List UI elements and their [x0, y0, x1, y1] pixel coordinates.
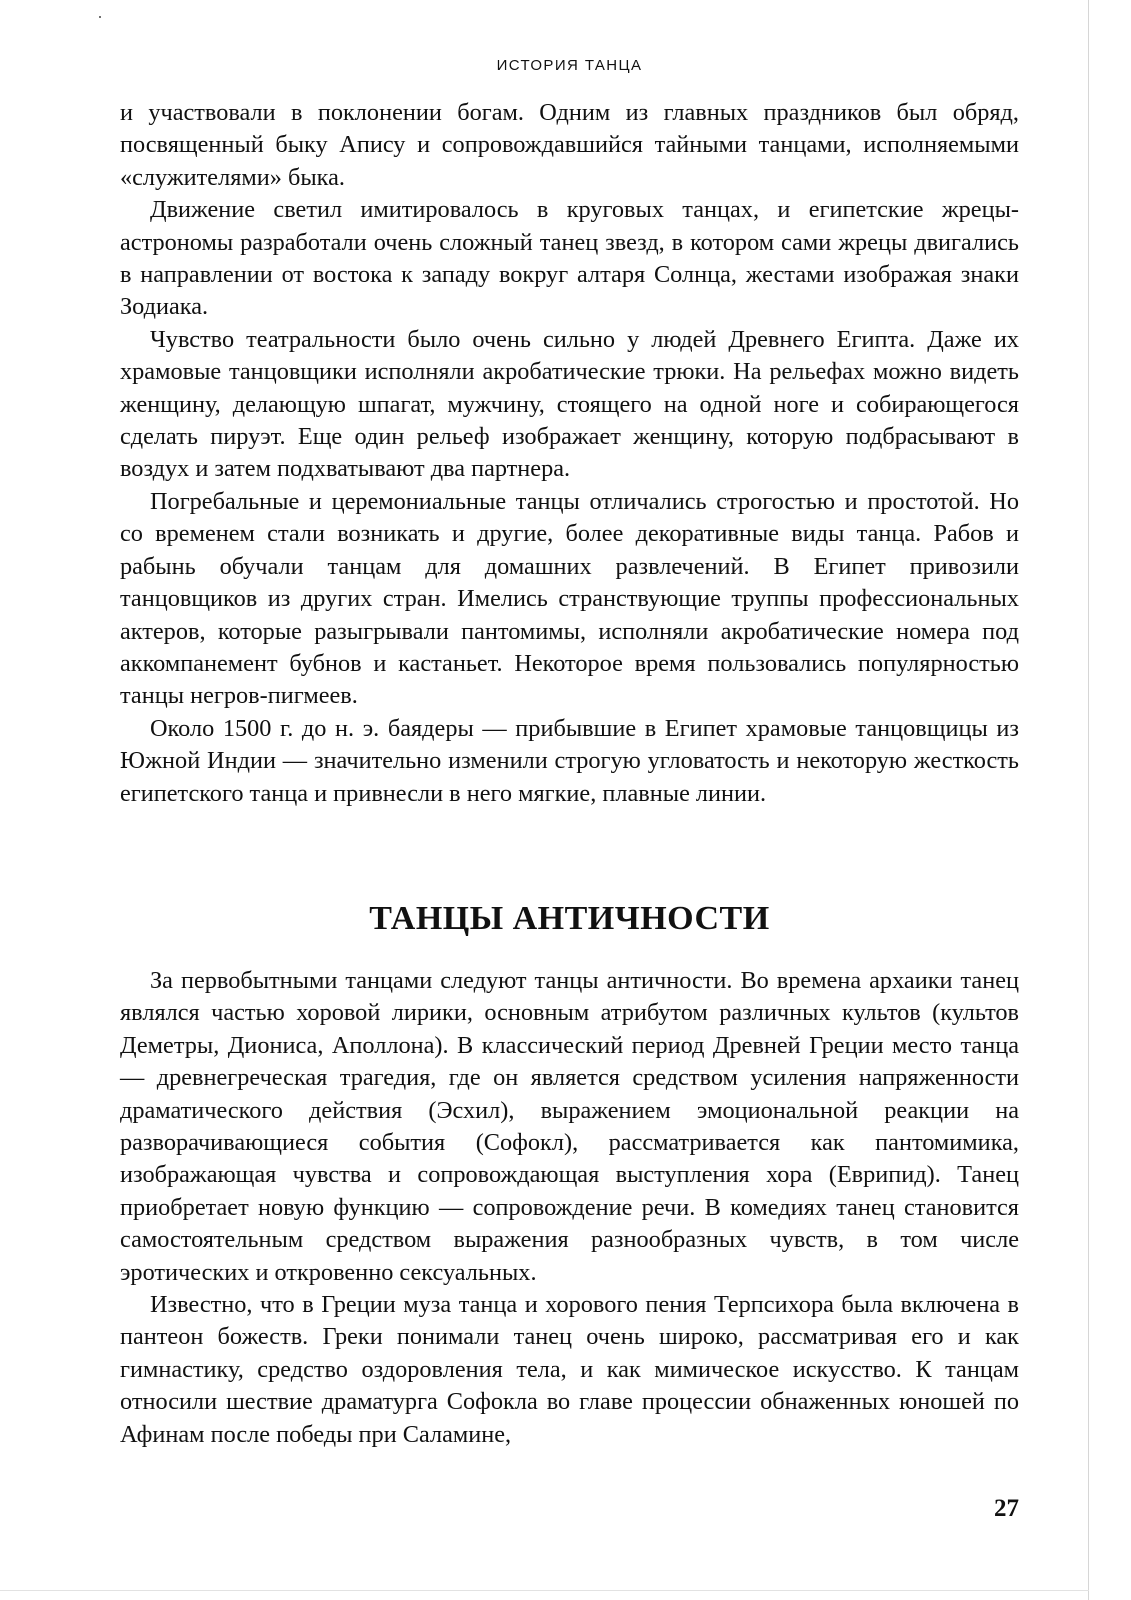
paragraph: Около 1500 г. до н. э. баядеры — прибывшие в Египет храмовые танцовщицы из Южной Индии — значительно изменили строгую угловатость и некоторую жесткость египетского танца и привнесли в него мягкие, плавные линии.	[120, 714, 1019, 807]
running-head: ИСТОРИЯ ТАНЦА	[496, 57, 643, 74]
paragraph: Погребальные и церемониальные танцы отличались строгостью и простотой. Но со временем стали возникать и другие, более декоративные виды танца. Рабов и рабынь обучали танцам для домашних развлечений. В Египет привозили танцовщиков из других стран. Имелись странствующие труппы профессиональных актеров, которые разыгрывали пантомимы, исполняли акробатические номера под аккомпанемент бубнов и кастаньет. Некоторое время пользовались популярностью танцы негров-пигмеев.	[120, 487, 1019, 710]
paragraph: Чувство театральности было очень сильно у людей Древнего Египта. Даже их храмовые танцовщики исполняли акробатические трюки. На рельефах можно видеть женщину, делающую шпагат, мужчину, стоящего на одной ноге и собирающегося сделать пируэт. Еще один рельеф изображает женщину, которую подбрасывают в воздух и затем подхватывают два партнера.	[120, 325, 1019, 483]
page-number: 27	[994, 1495, 1019, 1522]
body-text-egypt	[120, 97, 1019, 810]
paragraph: Движение светил имитировалось в круговых танцах, и египетские жрецы-астрономы разработали очень сложный танец звезд, в котором сами жрецы двигались в направлении от востока к западу вокруг алтаря Солнца, жестами изображая знаки Зодиака.	[120, 196, 1019, 321]
paragraph: За первобытными танцами следуют танцы античности. Во времена архаики танец являлся частью хоровой лирики, основным атрибутом различных культов (культов Деметры, Диониса, Аполлона). В классический период Древней Греции место танца — древнегреческая трагедия, где он является средством усиления напряженности драматического действия (Эсхил), выражением эмоциональной реакции на разворачивающиеся события (Софокл), рассматривается как пантомимика, изображающая чувства и сопровождающая выступления хора (Еврипид). Танец приобретает новую функцию — сопровождение речи. В комедиях танец становится самостоятельным средством выражения разнообразных чувств, в том числе эротических и откровенно сексуальных.	[120, 967, 1019, 1286]
page-edge-right	[1088, 0, 1089, 1600]
paragraph: Известно, что в Греции муза танца и хорового пения Терпсихора была включена в пантеон божеств. Греки понимали танец очень широко, рассматривая его и как гимнастику, средство оздоровления тела, и как мимическое искусство. К танцам относили шествие драматурга Софокла во главе процессии обнаженных юношей по Афинам после победы при Саламине,	[120, 1291, 1019, 1448]
scan-speck	[99, 16, 101, 18]
body-text-antiquity	[120, 965, 1019, 1451]
paragraph-continued: и участвовали в поклонении богам. Одним из главных праздников был обряд, посвященный быку Апису и сопровождавшийся тайными танцами, исполняемыми «служителями» быка.	[120, 99, 1019, 191]
section-heading: ТАНЦЫ АНТИЧНОСТИ	[369, 900, 770, 937]
page-edge-bottom	[0, 1590, 1089, 1591]
